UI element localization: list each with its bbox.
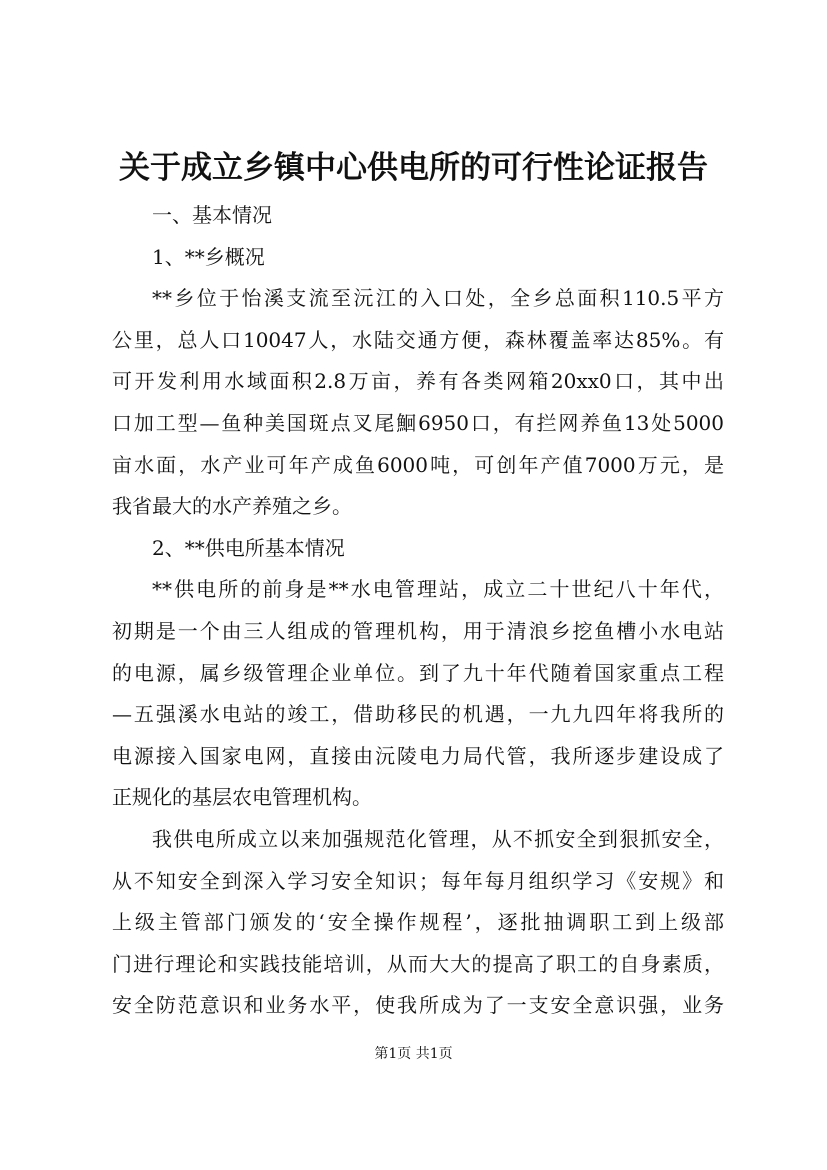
text-line: 亩水面，水产业可年产成鱼6000吨，可创年产值7000万元，是 <box>112 452 724 477</box>
document-body <box>112 195 724 1027</box>
text-line: 1、**乡概况 <box>152 244 265 269</box>
document-title: 关于成立乡镇中心供电所的可行性论证报告 <box>119 150 708 186</box>
text-line: —五强溪水电站的竣工，借助移民的机遇，一九九四年将我所的 <box>112 702 724 727</box>
text-line: 可开发利用水域面积2.8万亩，养有各类网箱20xx0口，其中出 <box>112 369 724 394</box>
text-line: 2、**供电所基本情况 <box>152 535 345 560</box>
text-line: 公里，总人口10047人，水陆交通方便，森林覆盖率达85%。有 <box>112 327 724 352</box>
text-line: 我省最大的水产养殖之乡。 <box>112 494 352 519</box>
text-line: 门进行理论和实践技能培训，从而大大的提高了职工的自身素质， <box>112 951 724 976</box>
text-line: 正规化的基层农电管理机构。 <box>112 785 372 810</box>
text-line: 安全防范意识和业务水平，使我所成为了一支安全意识强，业务 <box>112 993 724 1018</box>
text-line: 电源接入国家电网，直接由沅陵电力局代管，我所逐步建设成了 <box>112 743 724 768</box>
text-line: 从不知安全到深入学习安全知识；每年每月组织学习《安规》和 <box>112 868 724 893</box>
text-line: 上级主管部门颁发的‘安全操作规程’，逐批抽调职工到上级部 <box>112 910 724 935</box>
text-line: **供电所的前身是**水电管理站，成立二十世纪八十年代， <box>152 577 724 602</box>
text-line: 初期是一个由三人组成的管理机构，用于清浪乡挖鱼槽小水电站 <box>112 618 724 643</box>
text-line: **乡位于怡溪支流至沅江的入口处，全乡总面积110.5平方 <box>152 286 724 311</box>
text-line: 我供电所成立以来加强规范化管理，从不抓安全到狠抓安全， <box>152 826 724 851</box>
text-line: 的电源，属乡级管理企业单位。到了九十年代随着国家重点工程 <box>112 660 724 685</box>
text-line: 口加工型—鱼种美国斑点叉尾鮰6950口，有拦网养鱼13处5000 <box>112 410 724 435</box>
text-line: 一、基本情况 <box>152 203 272 227</box>
page-indicator: 第1页 共1页 <box>374 1046 453 1062</box>
